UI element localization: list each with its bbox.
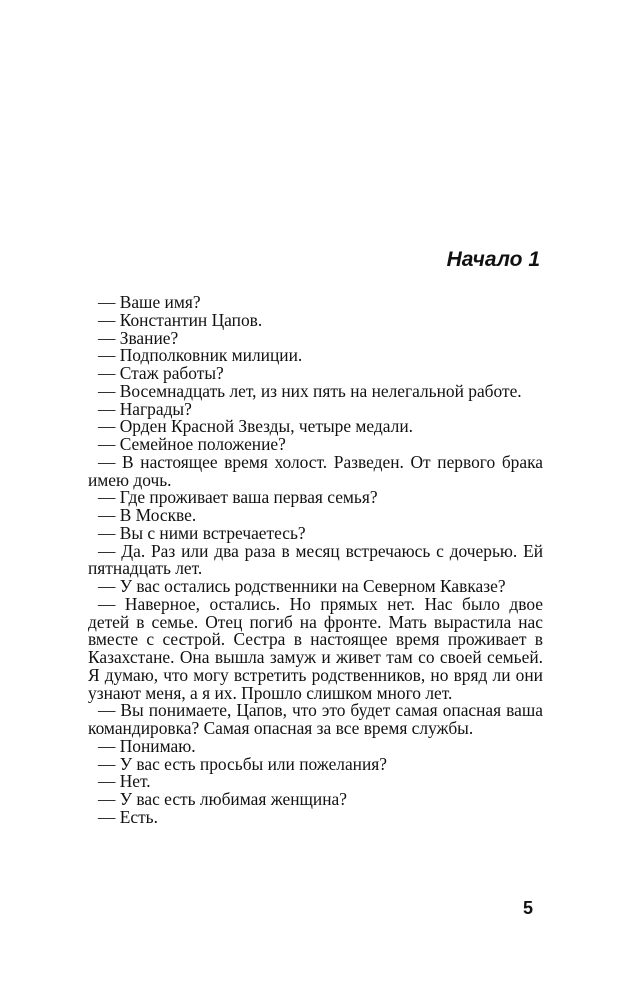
- paragraph: — У вас есть просьбы или пожелания?: [98, 753, 388, 774]
- paragraph: — Подполковник милиции.: [98, 345, 303, 366]
- paragraph: — У вас есть любимая женщина?: [98, 789, 347, 809]
- page-number: 5: [523, 898, 534, 918]
- paragraph: — Нет.: [98, 771, 151, 792]
- paragraph: — Константин Цапов.: [98, 309, 263, 330]
- paragraph: — У вас остались родственники на Северном Кавказе?: [98, 576, 506, 596]
- paragraph: — Семейное положение?: [98, 434, 286, 454]
- paragraph: — Понимаю.: [98, 735, 196, 756]
- paragraph: — Наверное, остались. Но прямых нет. Нас было двое детей в семье. Отец погиб на фронте. Мать вырастила нас вместе с сестрой. Сестра в настоящее время проживает в Казахстане. Она вышла замуж и живет там со своей семьей. Я думаю, что могу встретить родственников, но вряд ли они узнают меня, а я их. Прошло слишком много лет.: [88, 593, 543, 703]
- paragraph: — Есть.: [98, 806, 158, 827]
- paragraph: — Ваше имя?: [98, 292, 201, 312]
- paragraph: — Да. Раз или два раза в месяц встречаюсь с дочерью. Ей пятнадцать лет.: [88, 540, 543, 579]
- paragraph: — В настоящее время холост. Разведен. От первого брака имею дочь.: [88, 451, 543, 490]
- paragraph: — Вы с ними встречаетесь?: [98, 522, 306, 543]
- paragraph: — Награды?: [98, 398, 192, 419]
- paragraph: — Где проживает ваша первая семья?: [98, 487, 378, 508]
- paragraph: — Вы понимаете, Цапов, что это будет самая опасная ваша командировка? Самая опасная за все время службы.: [88, 700, 543, 738]
- paragraph: — В Москве.: [98, 505, 197, 525]
- paragraph: — Восемнадцать лет, из них пять на нелегальной работе.: [98, 380, 522, 401]
- paragraph: — Орден Красной Звезды, четыре медали.: [98, 416, 413, 437]
- chapter-title: Начало 1: [446, 248, 540, 271]
- text-body: [88, 294, 543, 827]
- paragraph: — Стаж работы?: [98, 363, 224, 383]
- paragraph: — Звание?: [98, 327, 179, 348]
